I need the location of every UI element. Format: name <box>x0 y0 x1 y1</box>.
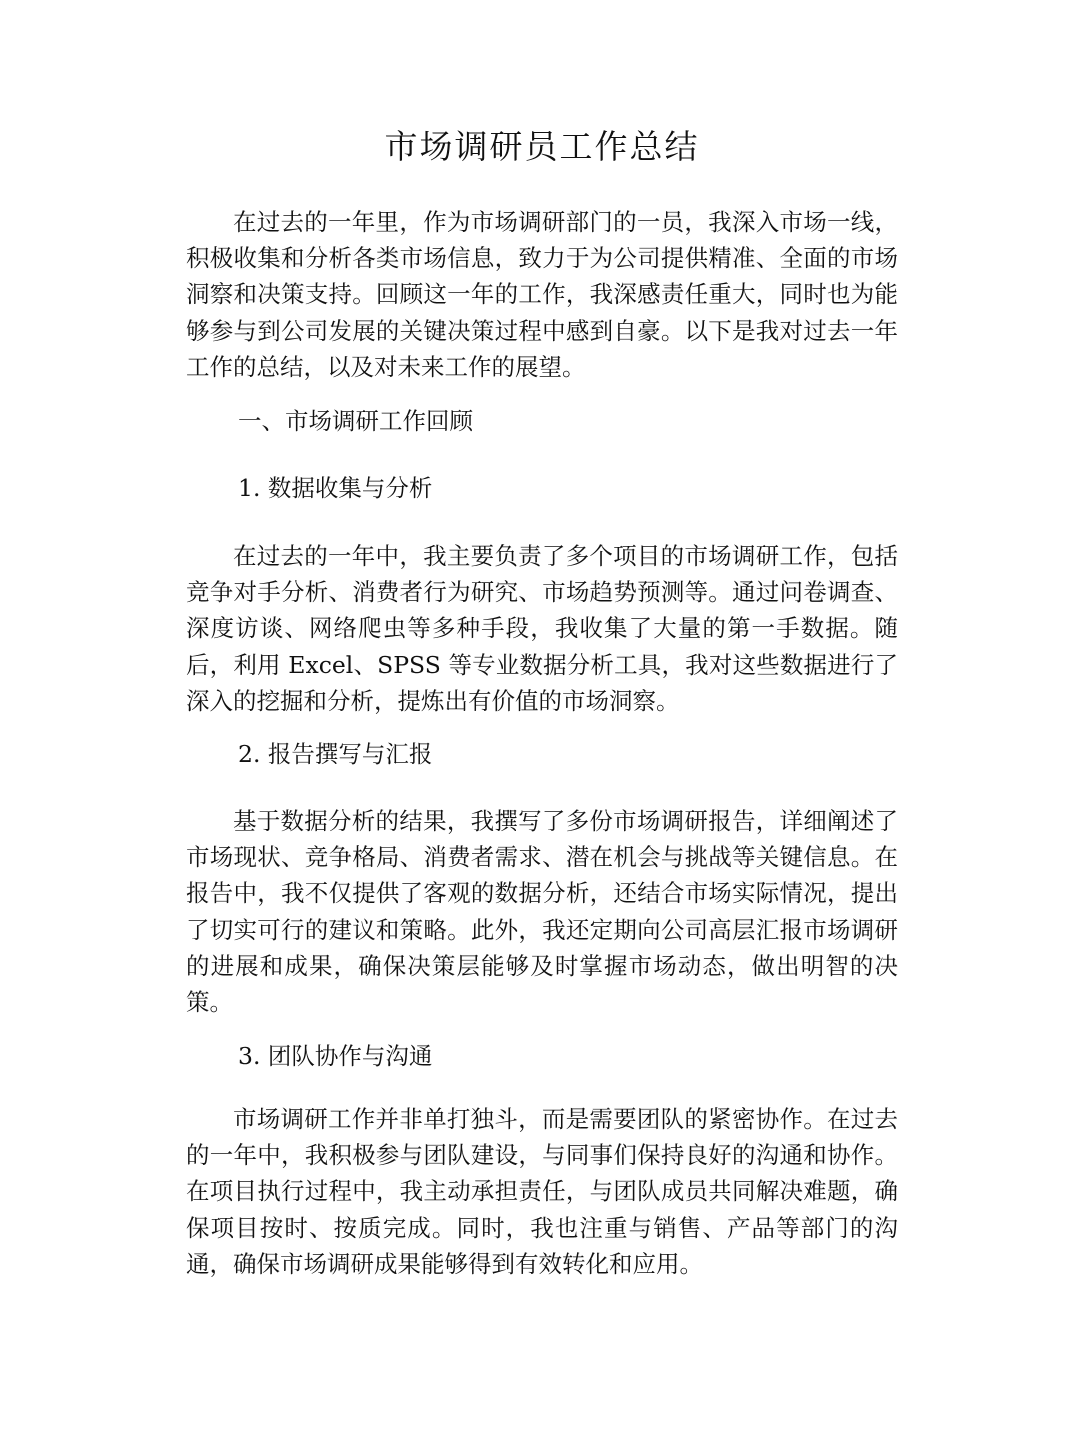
subheading-teamwork: 3. 团队协作与沟通 <box>238 1042 433 1070</box>
document-page <box>186 0 898 1439</box>
subheading-report-writing: 2. 报告撰写与汇报 <box>238 740 433 768</box>
subheading-data-collection: 1. 数据收集与分析 <box>238 474 433 502</box>
paragraph-teamwork: 市场调研工作并非单打独斗，而是需要团队的紧密协作。在过去的一年中，我积极参与团队建设，与同事们保持良好的沟通和协作。在项目执行过程中，我主动承担责任，与团队成员共同解决难题，确保项目按时、按质完成。同时，我也注重与销售、产品等部门的沟通，确保市场调研成果能够得到有效转化和应用。 <box>186 1105 898 1278</box>
paragraph-report-writing: 基于数据分析的结果，我撰写了多份市场调研报告，详细阐述了市场现状、竞争格局、消费者需求、潜在机会与挑战等关键信息。在报告中，我不仅提供了客观的数据分析，还结合市场实际情况，提出了切实可行的建议和策略。此外，我还定期向公司高层汇报市场调研的进展和成果，确保决策层能够及时掌握市场动态，做出明智的决策。 <box>186 807 898 1017</box>
section-heading-review: 一、市场调研工作回顾 <box>238 407 473 435</box>
paragraph-data-collection: 在过去的一年中，我主要负责了多个项目的市场调研工作，包括竞争对手分析、消费者行为研究、市场趋势预测等。通过问卷调查、深度访谈、网络爬虫等多种手段，我收集了大量的第一手数据。随后，利用 Excel、SPSS 等专业数据分析工具，我对这些数据进行了深入的挖掘和分析，提炼出有价值的市场洞察。 <box>186 542 898 715</box>
document-title: 市场调研员工作总结 <box>384 127 700 166</box>
intro-paragraph: 在过去的一年里，作为市场调研部门的一员，我深入市场一线，积极收集和分析各类市场信息，致力于为公司提供精准、全面的市场洞察和决策支持。回顾这一年的工作，我深感责任重大，同时也为能够参与到公司发展的关键决策过程中感到自豪。以下是我对过去一年工作的总结，以及对未来工作的展望。 <box>186 208 898 381</box>
